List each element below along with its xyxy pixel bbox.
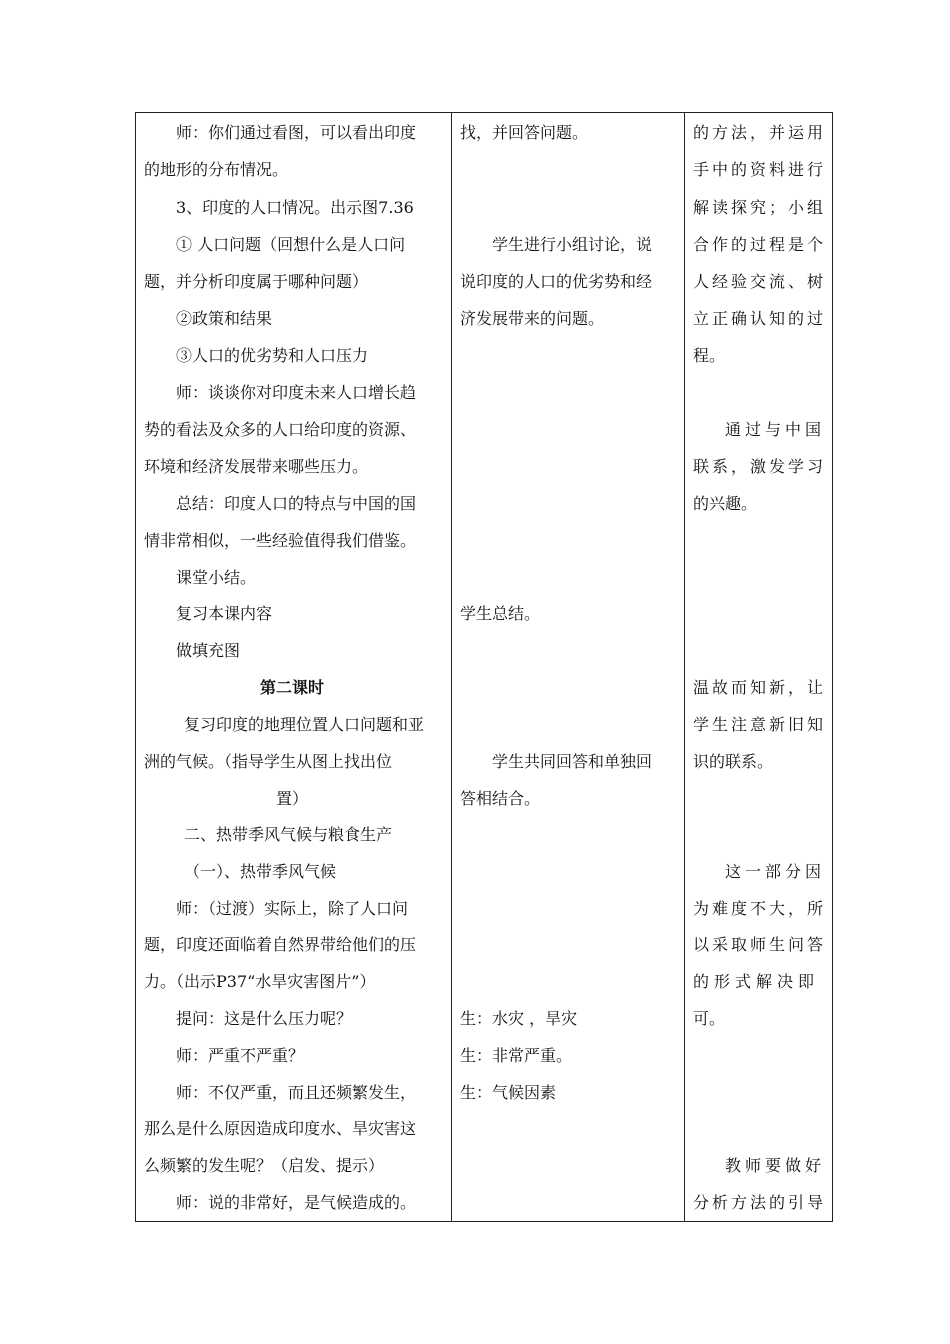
text-line: 手中的资料进行 — [693, 160, 827, 179]
text-line: 温故而知新，让 — [693, 678, 827, 697]
text-line: 联系，激发学习 — [693, 457, 827, 476]
text-line: 师：谈谈你对印度未来人口增长趋 — [176, 383, 417, 402]
text-line: 势的看法及众多的人口给印度的资源、 — [144, 420, 417, 439]
text-line: 总结：印度人口的特点与中国的国 — [176, 494, 417, 513]
text-line: 为难度不大，所 — [693, 899, 827, 918]
text-line: 这一部分因 — [725, 862, 826, 881]
text-line: 生：气候因素 — [460, 1083, 557, 1102]
text-line: ① 人口问题（回想什么是人口问 — [176, 235, 406, 254]
text-line: 识的联系。 — [693, 752, 774, 771]
text-line: 教师要做好 — [725, 1156, 826, 1175]
text-line: 的兴趣。 — [693, 494, 758, 513]
text-line: 学生共同回答和单独回 — [492, 752, 653, 771]
text-line: 复习印度的地理位置人口问题和亚 — [184, 715, 425, 734]
text-line: 学生注意新旧知 — [693, 715, 827, 734]
text-line: 生：水灾 ，旱灾 — [460, 1009, 578, 1028]
text-line: 师：说的非常好，是气候造成的。 — [176, 1193, 417, 1212]
text-line: 师：（过渡）实际上，除了人口问 — [176, 899, 409, 918]
text-line: 说印度的人口的优劣势和经 — [460, 272, 653, 291]
text-line: 合作的过程是个 — [693, 235, 827, 254]
student-activity-column — [452, 113, 684, 1221]
text-line: 洲的气候。（指导学生从图上找出位 — [144, 752, 393, 771]
text-line: 以采取师生问答 — [693, 935, 827, 954]
text-line: 学生总结。 — [460, 604, 541, 623]
text-line: 可。 — [693, 1009, 726, 1028]
text-line: 生：非常严重。 — [460, 1046, 573, 1065]
text-line: 环境和经济发展带来哪些压力。 — [144, 457, 369, 476]
text-line: 程。 — [693, 346, 726, 365]
text-line: 师：你们通过看图，可以看出印度 — [176, 123, 417, 142]
text-line: 的形式解决即 — [693, 972, 820, 991]
text-line: 情非常相似，一些经验值得我们借鉴。 — [144, 531, 417, 550]
text-line: 济发展带来的问题。 — [460, 309, 605, 328]
text-line: 的方法，并运用 — [693, 123, 827, 142]
text-line: 找，并回答问题。 — [460, 123, 589, 142]
text-line: 课堂小结。 — [176, 568, 257, 587]
lesson-plan-table — [135, 112, 833, 1222]
text-line: 力。（出示P37“水旱灾害图片”） — [144, 972, 376, 991]
text-line: 的地形的分布情况。 — [144, 160, 289, 179]
text-line: 师：不仅严重，而且还频繁发生， — [176, 1083, 417, 1102]
text-line: ②政策和结果 — [176, 309, 273, 328]
text-line: 立正确认知的过 — [693, 309, 827, 328]
text-line: 题，印度还面临着自然界带给他们的压 — [144, 935, 417, 954]
text-line: 通过与中国 — [725, 420, 826, 439]
text-line: 么频繁的发生呢？（启发、提示） — [144, 1156, 385, 1175]
text-line: ③人口的优劣势和人口压力 — [176, 346, 369, 365]
text-line: 答相结合。 — [460, 789, 541, 808]
text-line: 人经验交流、树 — [693, 272, 827, 291]
text-line: 做填充图 — [176, 641, 241, 660]
text-line: （一）、热带季风气候 — [184, 862, 337, 881]
text-line: 置） — [276, 789, 309, 808]
text-line: 师：严重不严重？ — [176, 1046, 305, 1065]
text-line: 解读探究；小组 — [693, 198, 827, 217]
text-line: 复习本课内容 — [176, 604, 273, 623]
teacher-activity-column — [136, 113, 451, 1221]
text-line: 二、热带季风气候与粮食生产 — [184, 825, 393, 844]
design-intent-column — [685, 113, 834, 1221]
text-line: 题，并分析印度属于哪种问题） — [144, 272, 369, 291]
text-line: 3、印度的人口情况。出示图7.36 — [176, 198, 414, 217]
text-line: 分析方法的引导 — [693, 1193, 827, 1212]
section-heading: 第二课时 — [260, 678, 325, 697]
text-line: 学生进行小组讨论，说 — [492, 235, 653, 254]
text-line: 那么是什么原因造成印度水、旱灾害这 — [144, 1119, 417, 1138]
text-line: 提问：这是什么压力呢？ — [176, 1009, 353, 1028]
